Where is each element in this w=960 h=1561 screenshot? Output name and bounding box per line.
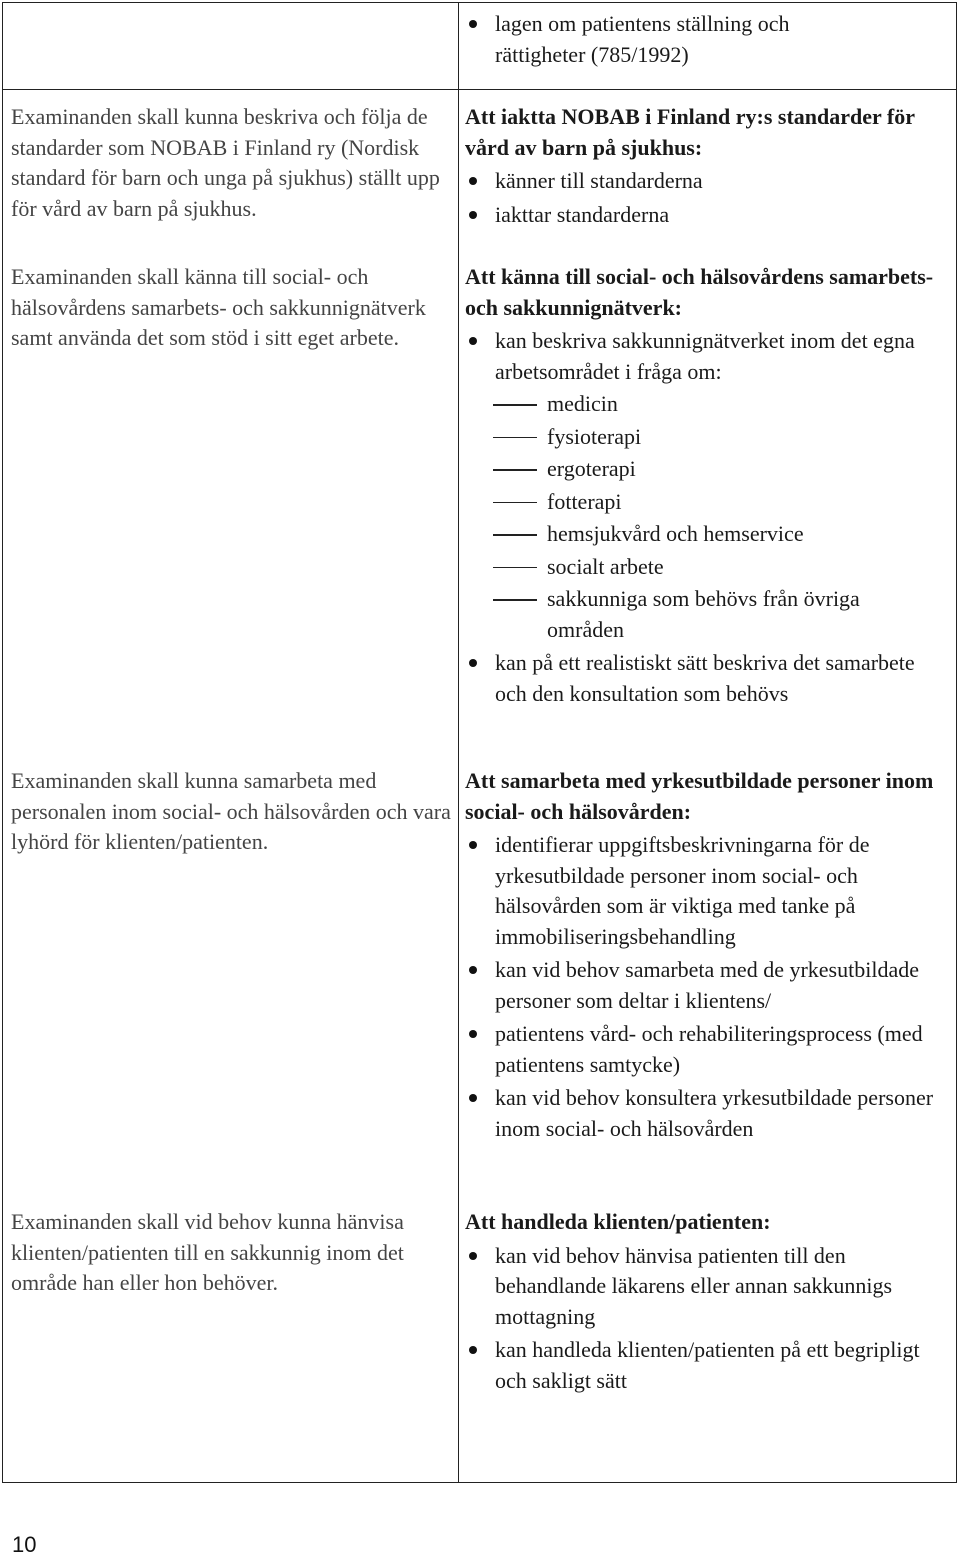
top-right-cell [459,3,957,90]
sub-list-item: socialt arbete [465,552,949,583]
sub-list-item: ergoterapi [465,454,949,485]
list-item: kan handleda klienten/patienten på ett begripligt och sakligt sätt [465,1335,949,1396]
list-item: identifierar uppgiftsbeskrivningarna för de yrkesutbildade personer inom social- och hälsovården som är viktiga med tanke på immobiliseringsbehandling [465,830,949,952]
criteria-cell [459,90,957,1483]
sub-list-item: sakkunniga som behövs från övriga områden [465,584,949,645]
list-item: känner till standarderna [465,166,949,197]
curriculum-table [2,2,957,1483]
sub-list-item: fysioterapi [465,422,949,453]
criteria-nobab [465,102,949,230]
top-left-cell [3,3,459,90]
criteria-guide [465,1207,949,1396]
list-item: kan vid behov konsultera yrkesutbildade personer inom social- och hälsovården [465,1083,949,1144]
list-item: kan vid behov hänvisa patienten till den behandlande läkarens eller annan sakkunnigs mottagning [465,1241,949,1333]
list-item: iakttar standarderna [465,200,949,231]
section-heading: Att iaktta NOBAB i Finland ry:s standarder för vård av barn på sjukhus: [465,104,915,160]
req-cooperate: Examinanden skall kunna samarbeta med personalen inom social- och hälsovården och vara lyhörd för klienten/patienten. [11,768,451,854]
req-nobab: Examinanden skall kunna beskriva och följa de standarder som NOBAB i Finland ry (Nordisk standard för barn och unga på sjukhus) ställt upp för vård av barn på sjukhus. [11,104,440,221]
table-row [3,3,957,90]
list-item: kan på ett realistiskt sätt beskriva det samarbete och den konsultation som behövs [465,648,949,709]
section-heading: Att handleda klienten/patienten: [465,1209,771,1234]
section-heading: Att samarbeta med yrkesutbildade personer inom social- och hälsovården: [465,768,934,824]
req-network: Examinanden skall känna till social- och hälsovårdens samarbets- och sakkunnignätverk samt använda det som stöd i sitt eget arbete. [11,264,426,350]
list-item: kan vid behov samarbeta med de yrkesutbildade personer som deltar i klientens/ [465,955,949,1016]
page-number: 10 [12,1532,37,1557]
sub-list-item: hemsjukvård och hemservice [465,519,949,550]
requirements-cell [3,90,459,1483]
list-item: patientens vård- och rehabiliteringsprocess (med patientens samtycke) [465,1019,949,1080]
table-row [3,90,957,1483]
law-list [465,9,949,70]
section-heading: Att känna till social- och hälsovårdens samarbets- och sakkunnignätverk: [465,264,934,320]
criteria-network [465,262,949,709]
criteria-cooperate [465,766,949,1144]
sub-list-item: medicin [465,389,949,420]
sub-list-item: fotterapi [465,487,949,518]
list-item: lagen om patientens ställning och rättigheter (785/1992) [465,9,949,70]
sub-list [465,389,949,645]
list-item: kan beskriva sakkunnignätverket inom det egna arbetsområdet i fråga om: [465,326,949,387]
req-refer: Examinanden skall vid behov kunna hänvisa klienten/patienten till en sakkunnig inom det område han eller hon behöver. [11,1209,404,1295]
